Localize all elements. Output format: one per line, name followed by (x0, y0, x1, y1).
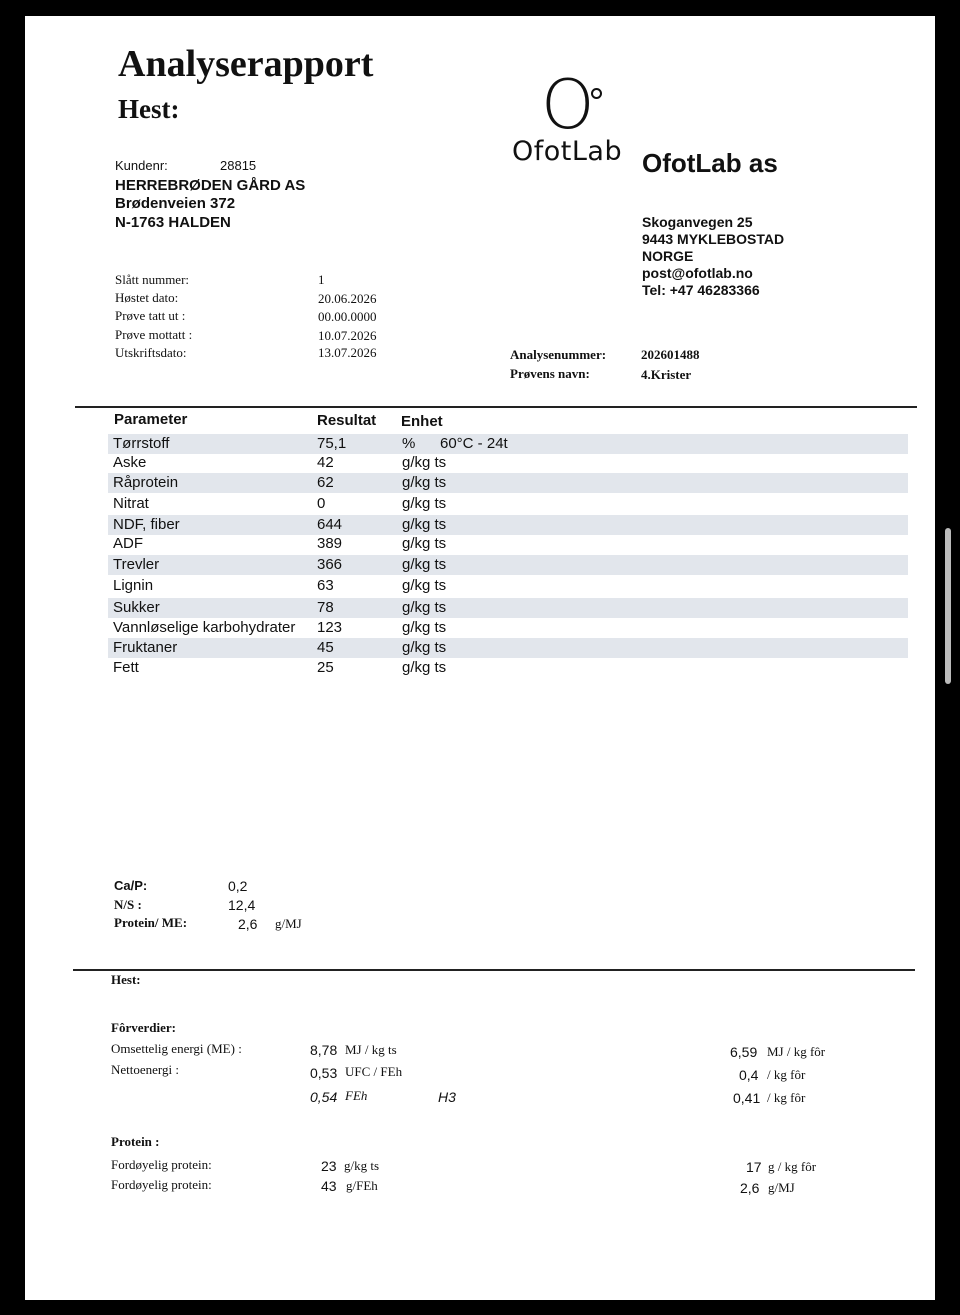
customer-name: HERREBRØDEN GÅRD AS (115, 177, 306, 194)
param-result: 45 (317, 639, 334, 656)
sample-label: Høstet dato: (115, 290, 179, 305)
param-result: 62 (317, 474, 334, 491)
param-name: Lignin (113, 577, 154, 594)
protein-value-per-kg: 17 (746, 1159, 762, 1175)
col-header-parameter: Parameter (114, 411, 188, 428)
ratio-label: N/S : (114, 897, 142, 912)
param-unit: g/kg ts (402, 495, 447, 512)
lab-email: post@ofotlab.no (642, 265, 753, 281)
table-row (108, 515, 908, 535)
param-name: ADF (113, 535, 143, 552)
param-name: Aske (113, 454, 147, 471)
sample-value: 1 (318, 272, 325, 287)
protein-value: 23 (321, 1158, 337, 1174)
feed-unit-per-kg: MJ / kg fôr (767, 1044, 826, 1059)
customer-postal: N-1763 HALDEN (115, 214, 231, 231)
section-title: Hest: (111, 972, 141, 987)
ratio-label: Ca/P: (114, 878, 148, 893)
table-row (108, 534, 908, 554)
protein-unit: g/FEh (346, 1178, 378, 1193)
protein-unit-per-kg: g/MJ (768, 1180, 795, 1195)
param-name: NDF, fiber (113, 516, 180, 533)
feed-value: 0,53 (310, 1065, 338, 1081)
table-row (108, 658, 908, 678)
param-name: Sukker (113, 599, 160, 616)
param-result: 123 (317, 619, 343, 636)
param-unit: g/kg ts (402, 474, 447, 491)
table-row (108, 453, 908, 473)
feed-values-title: Fôrverdier: (111, 1020, 176, 1035)
param-result: 25 (317, 659, 334, 676)
sample-name-label: Prøvens navn: (510, 366, 590, 381)
protein-title: Protein : (111, 1134, 160, 1149)
report-page (25, 16, 935, 1300)
ofotlab-logo-icon: O (541, 66, 595, 145)
ratio-value: 2,6 (238, 916, 258, 932)
param-unit: g/kg ts (402, 577, 447, 594)
report-title: Analyserapport (118, 43, 374, 85)
param-unit: g/kg ts (402, 659, 447, 676)
param-result: 78 (317, 599, 334, 616)
vertical-scrollbar[interactable] (945, 528, 951, 684)
param-name: Nitrat (113, 495, 149, 512)
protein-label: Fordøyelig protein: (111, 1157, 212, 1172)
sample-label: Prøve tatt ut : (115, 308, 186, 323)
protein-value: 43 (321, 1178, 337, 1194)
param-result: 644 (317, 516, 343, 533)
param-result: 389 (317, 535, 343, 552)
lab-street: Skoganvegen 25 (642, 214, 753, 230)
sample-value: 10.07.2026 (318, 328, 377, 343)
table-row (108, 618, 908, 638)
feed-value-per-kg: 6,59 (730, 1044, 758, 1060)
protein-value-per-kg: 2,6 (740, 1180, 760, 1196)
feed-unit: FEh (345, 1088, 368, 1103)
ratio-unit: g/MJ (275, 916, 302, 931)
feed-label: Omsettelig energi (ME) : (111, 1041, 242, 1056)
param-result: 42 (317, 454, 334, 471)
feed-value: 8,78 (310, 1042, 338, 1058)
table-row (108, 638, 908, 658)
table-row (108, 473, 908, 493)
param-name: Tørrstoff (113, 435, 170, 452)
protein-label: Fordøyelig protein: (111, 1177, 212, 1192)
ratio-value: 0,2 (228, 878, 248, 894)
divider (75, 406, 917, 408)
col-header-result: Resultat (317, 412, 377, 429)
param-result: 75,1 (317, 435, 347, 452)
sample-value: 20.06.2026 (318, 291, 377, 306)
protein-unit-per-kg: g / kg fôr (768, 1159, 817, 1174)
param-name: Vannløselige karbohydrater (113, 619, 296, 636)
param-name: Råprotein (113, 474, 179, 491)
feed-unit-per-kg: / kg fôr (767, 1090, 806, 1105)
feed-label: Nettoenergi : (111, 1062, 179, 1077)
param-result: 63 (317, 577, 334, 594)
analysis-number: 202601488 (641, 347, 700, 362)
feed-unit: UFC / FEh (345, 1064, 403, 1079)
param-unit: g/kg ts (402, 516, 447, 533)
feed-value-per-kg: 0,4 (739, 1067, 759, 1083)
table-row (108, 555, 908, 575)
sample-value: 13.07.2026 (318, 345, 377, 360)
feed-class: H3 (438, 1089, 456, 1105)
feed-unit-per-kg: / kg fôr (767, 1067, 806, 1082)
analysis-number-label: Analysenummer: (510, 347, 607, 362)
param-result: 366 (317, 556, 343, 573)
ratio-label: Protein/ ME: (114, 915, 188, 930)
sample-label: Prøve mottatt : (115, 327, 193, 342)
param-unit: g/kg ts (402, 556, 447, 573)
lab-country: NORGE (642, 248, 694, 264)
col-header-unit: Enhet (401, 413, 443, 430)
protein-unit: g/kg ts (344, 1158, 380, 1173)
sample-name: 4.Krister (641, 367, 692, 382)
sample-value: 00.00.0000 (318, 309, 377, 324)
feed-value-per-kg: 0,41 (733, 1090, 761, 1106)
param-name: Fruktaner (113, 639, 178, 656)
lab-postal: 9443 MYKLEBOSTAD (642, 231, 785, 247)
table-row (108, 598, 908, 618)
param-name: Trevler (113, 556, 160, 573)
customer-number: 28815 (220, 158, 257, 173)
logo-text: OfotLab (512, 136, 623, 167)
customer-number-label: Kundenr: (115, 158, 168, 173)
param-result: 0 (317, 495, 326, 512)
lab-phone: Tel: +47 46283366 (642, 282, 760, 298)
table-row (108, 494, 908, 514)
report-subtitle: Hest: (118, 94, 180, 124)
param-unit: g/kg ts (402, 535, 447, 552)
feed-value: 0,54 (310, 1089, 338, 1105)
param-unit: g/kg ts (402, 599, 447, 616)
company-name: OfotLab as (642, 148, 778, 178)
table-row (108, 434, 908, 454)
table-row (108, 576, 908, 596)
param-unit: g/kg ts (402, 639, 447, 656)
param-unit: g/kg ts (402, 619, 447, 636)
param-unit: g/kg ts (402, 454, 447, 471)
divider (73, 969, 915, 971)
param-unit: % (402, 435, 416, 452)
param-extra: 60°C - 24t (440, 435, 508, 452)
sample-label: Utskriftsdato: (115, 345, 187, 360)
sample-label: Slått nummer: (115, 272, 190, 287)
logo-dot-icon (591, 88, 602, 99)
ratio-value: 12,4 (228, 897, 256, 913)
feed-unit: MJ / kg ts (345, 1042, 397, 1057)
customer-street: Brødenveien 372 (115, 195, 236, 212)
param-name: Fett (113, 659, 139, 676)
